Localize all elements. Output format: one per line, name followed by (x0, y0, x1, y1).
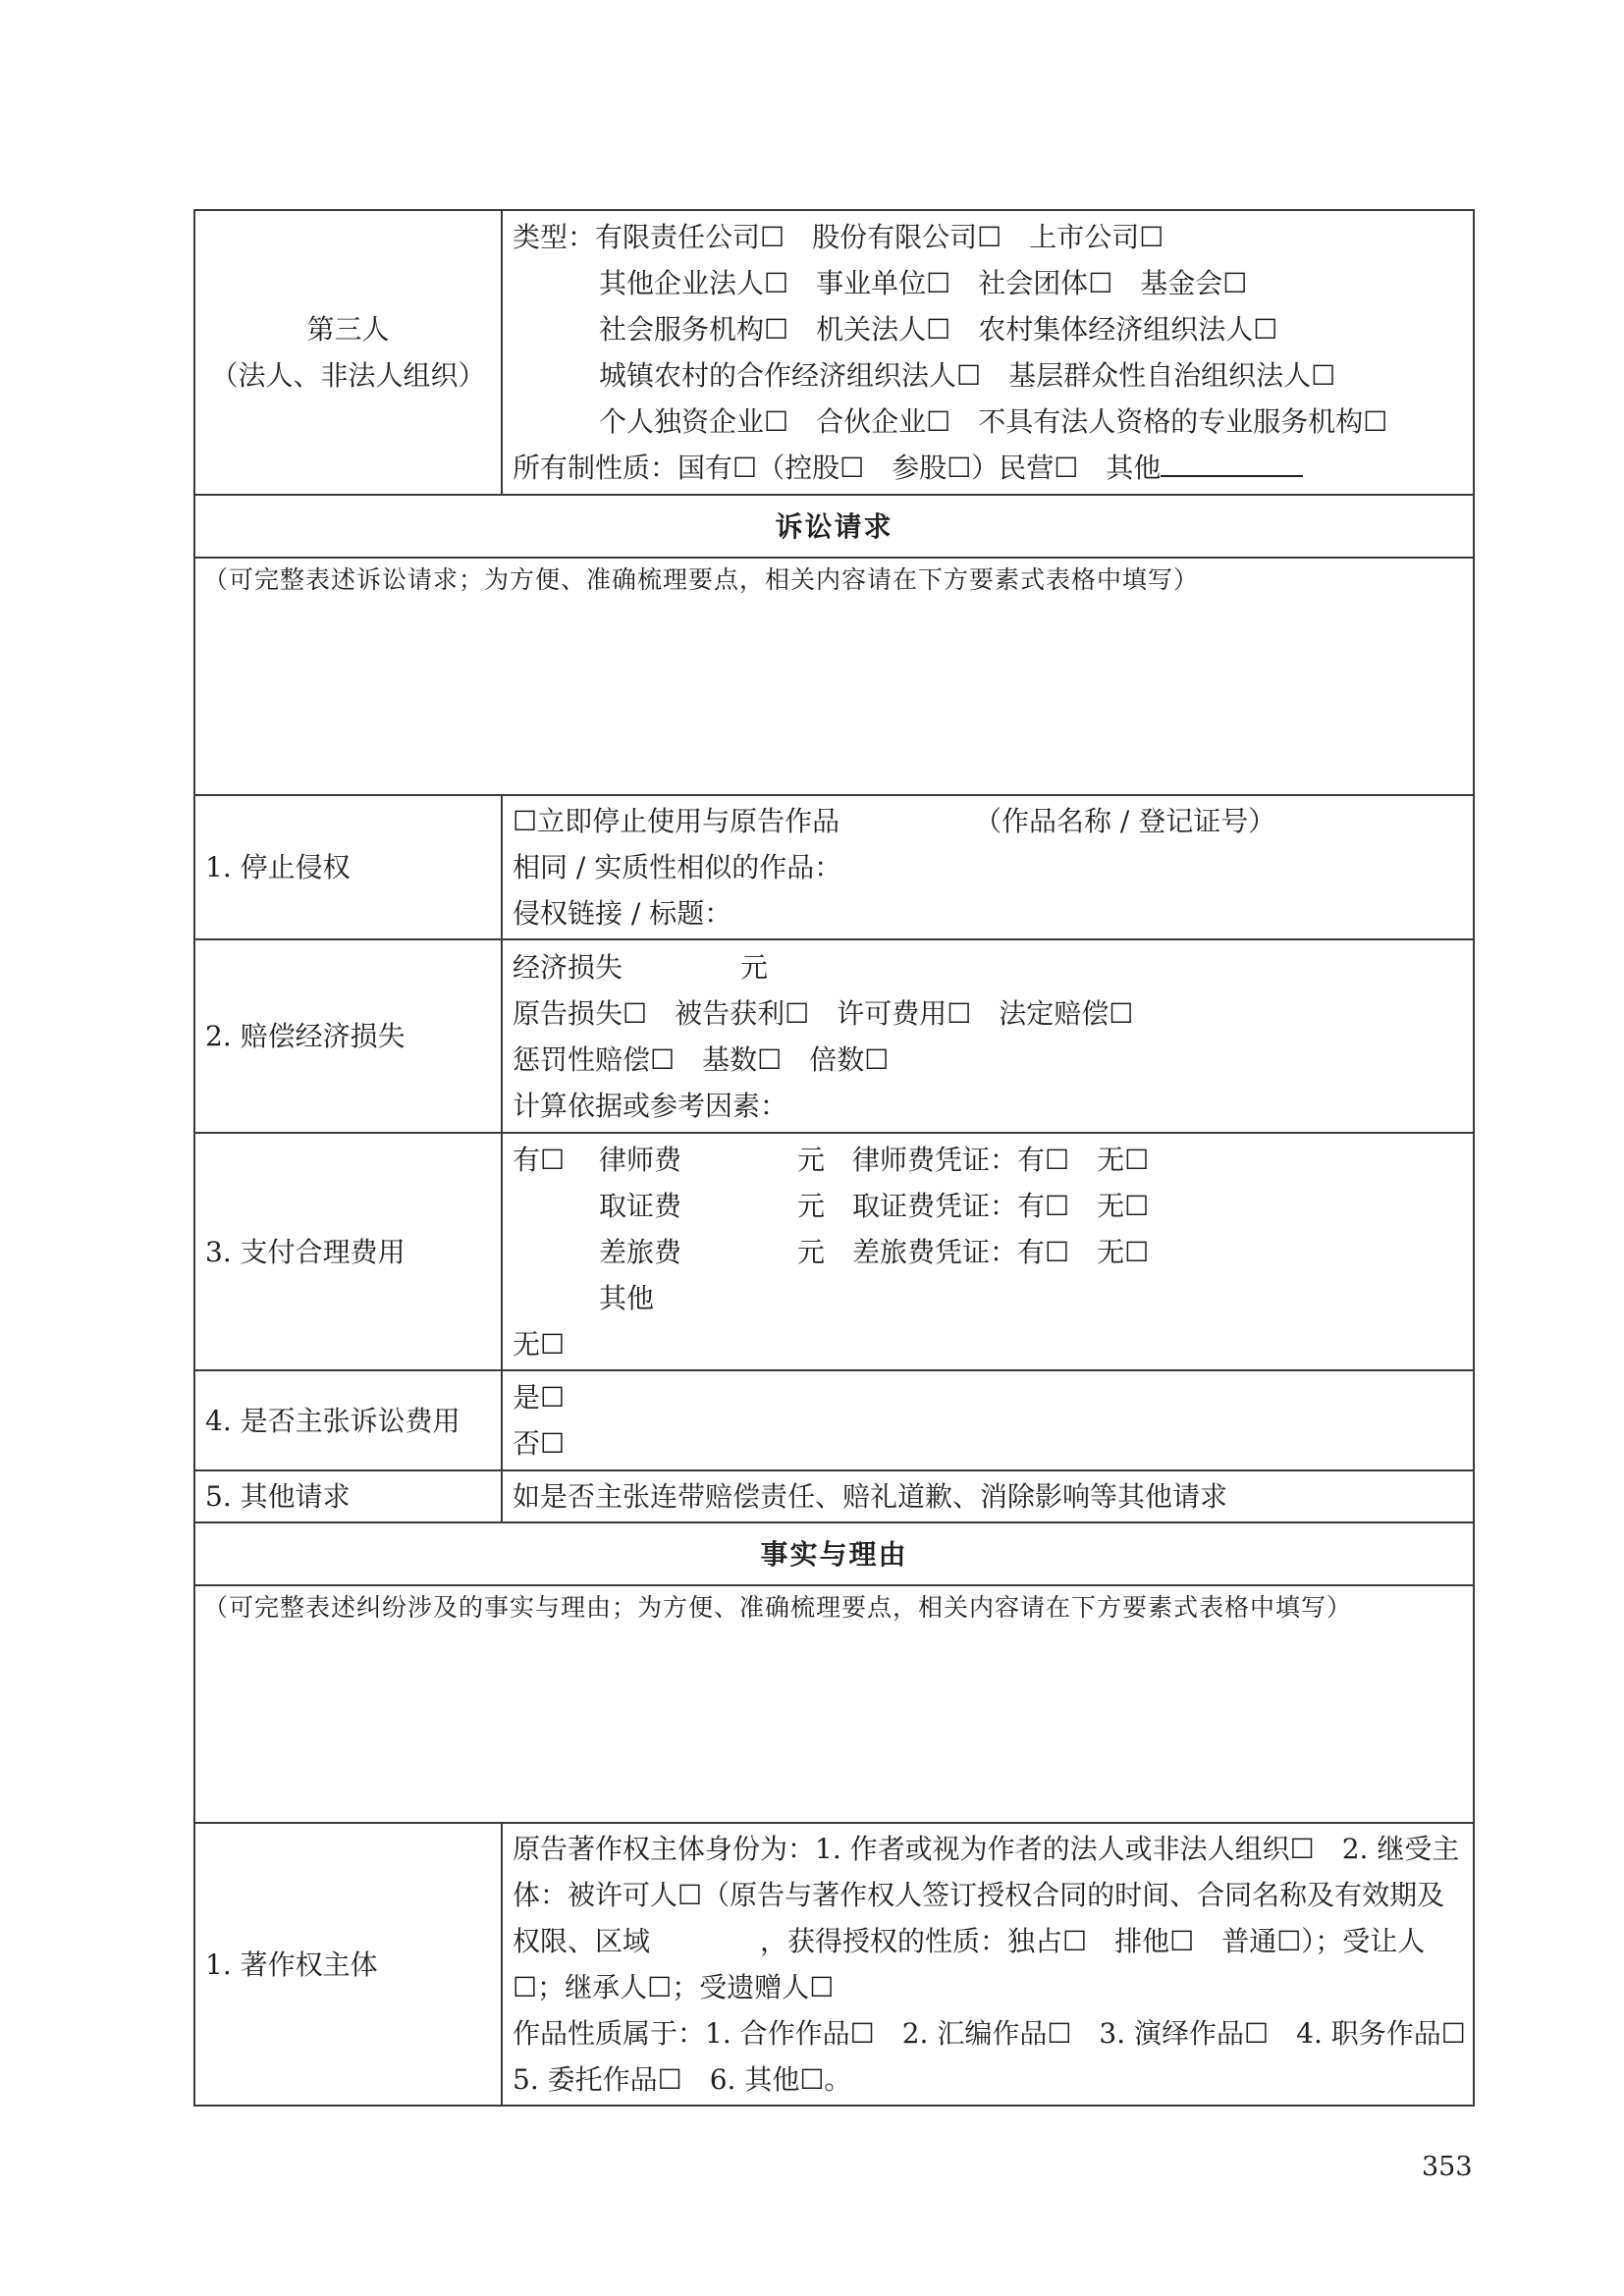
stop-infringement-cell (502, 795, 1474, 939)
facts-note-cell[interactable] (194, 1585, 1474, 1823)
facts-title: 事实与理由 (194, 1522, 1474, 1585)
other-requests-text: 如是否主张连带赔偿责任、赔礼道歉、消除影响等其他请求 (513, 1480, 1228, 1513)
litigation-fees-label: 4. 是否主张诉讼费用 (194, 1370, 502, 1470)
damages-line-2[interactable]: 原告损失☐ 被告获利☐ 许可费用☐ 法定赔偿☐ (513, 996, 1134, 1030)
damages-line-4: 计算依据或参考因素： (513, 1089, 788, 1122)
third-party-row (194, 210, 1474, 495)
lawyer-fee-label: 律师费 (599, 1143, 682, 1176)
third-party-type-cell (502, 210, 1474, 495)
third-party-label-cell (194, 210, 502, 495)
litigation-fees-yes[interactable]: 是☐ (513, 1381, 566, 1414)
type-line-2[interactable]: 其他企业法人☐ 事业单位☐ 社会团体☐ 基金会☐ (599, 267, 1248, 299)
copyright-subject-cell (502, 1823, 1493, 2106)
evidence-fee-label: 取证费 (599, 1189, 682, 1222)
damages-row (194, 939, 1474, 1133)
damages-line-3[interactable]: 惩罚性赔偿☐ 基数☐ 倍数☐ (513, 1042, 890, 1076)
other-requests-row (194, 1470, 1474, 1522)
expense-line-travel (513, 1229, 1473, 1275)
expense-line-evidence (513, 1183, 1473, 1229)
work-nature-text[interactable]: 作品性质属于：1. 合作作品☐ 2. 汇编作品☐ 3. 演绎作品☐ 4. 职务作品☐ 5. 委托作品☐ 6. 其他☐。 (513, 2017, 1493, 2096)
evidence-fee-unit: 元 (797, 1189, 826, 1222)
expenses-cell (502, 1133, 1474, 1370)
facts-note-row (194, 1585, 1474, 1823)
litigation-title-row (194, 495, 1474, 558)
litigation-note-cell[interactable] (194, 558, 1474, 795)
other-requests-label: 5. 其他请求 (194, 1470, 502, 1522)
economic-loss-label: 经济损失 (513, 950, 623, 984)
travel-fee-unit: 元 (797, 1235, 826, 1268)
travel-fee-label: 差旅费 (599, 1235, 682, 1268)
ownership-other-blank[interactable] (1161, 452, 1303, 477)
litigation-fees-no[interactable]: 否☐ (513, 1427, 566, 1460)
stop-line-1 (513, 798, 1473, 844)
litigation-title: 诉讼请求 (194, 495, 1474, 558)
lawyer-fee-proof[interactable]: 律师费凭证：有☐ 无☐ (852, 1143, 1150, 1176)
facts-note: （可完整表述纠纷涉及的事实与理由；为方便、准确梳理要点，相关内容请在下方要素式表格中填写） (203, 1593, 1353, 1622)
type-line-1[interactable]: 类型：有限责任公司☐ 股份有限公司☐ 上市公司☐ (513, 221, 1164, 253)
lawyer-fee-unit: 元 (797, 1143, 826, 1176)
expense-other: 其他 (599, 1281, 655, 1314)
damages-line-1 (513, 944, 1473, 990)
facts-title-row (194, 1522, 1474, 1585)
expenses-row (194, 1133, 1474, 1370)
stop-checkbox-text[interactable]: ☐立即停止使用与原告作品 (513, 805, 840, 837)
other-requests-cell[interactable] (502, 1470, 1474, 1522)
litigation-fees-cell (502, 1370, 1474, 1470)
litigation-fees-row (194, 1370, 1474, 1470)
page-number: 353 (1422, 2152, 1473, 2182)
stop-work-name-hint: （作品名称 / 登记证号） (974, 805, 1276, 837)
third-party-sublabel: （法人、非法人组织） (210, 359, 486, 392)
type-line-5[interactable]: 个人独资企业☐ 合伙企业☐ 不具有法人资格的专业服务机构☐ (599, 405, 1388, 438)
stop-line-2: 相同 / 实质性相似的作品： (513, 851, 842, 883)
copyright-subject-row (194, 1823, 1474, 2106)
economic-loss-unit: 元 (740, 950, 769, 984)
ownership-line (513, 445, 1473, 491)
expenses-has-checkbox[interactable]: 有☐ (513, 1143, 566, 1176)
ownership-text[interactable]: 所有制性质：国有☐（控股☐ 参股☐）民营☐ 其他 (513, 452, 1162, 484)
damages-label: 2. 赔偿经济损失 (194, 939, 502, 1133)
type-line-4[interactable]: 城镇农村的合作经济组织法人☐ 基层群众性自治组织法人☐ (599, 359, 1336, 392)
litigation-note: （可完整表述诉讼请求；为方便、准确梳理要点，相关内容请在下方要素式表格中填写） (203, 565, 1200, 594)
expenses-none-checkbox[interactable]: 无☐ (513, 1327, 566, 1361)
damages-cell (502, 939, 1474, 1133)
complaint-form-table (193, 209, 1493, 2107)
evidence-fee-proof[interactable]: 取证费凭证：有☐ 无☐ (852, 1189, 1150, 1222)
travel-fee-proof[interactable]: 差旅费凭证：有☐ 无☐ (852, 1235, 1150, 1268)
copyright-identity-text[interactable]: 原告著作权主体身份为：1. 作者或视为作者的法人或非法人组织☐ 2. 继受主体：被许可人☐（原告与著作权人签订授权合同的时间、合同名称及有效期及权限、区域 ，获得授权的性质：独占☐ 排他☐ 普通☐）；受让人☐；继承人☐；受遗赠人☐ (513, 1833, 1460, 2003)
type-line-3[interactable]: 社会服务机构☐ 机关法人☐ 农村集体经济组织法人☐ (599, 313, 1278, 346)
stop-line-3: 侵权链接 / 标题： (513, 897, 732, 930)
litigation-note-row (194, 558, 1474, 795)
third-party-label: 第三人 (306, 313, 390, 346)
expense-line-lawyer (513, 1137, 1473, 1183)
copyright-subject-label: 1. 著作权主体 (194, 1823, 502, 2106)
expenses-label: 3. 支付合理费用 (194, 1133, 502, 1370)
stop-infringement-row (194, 795, 1474, 939)
stop-infringement-label: 1. 停止侵权 (194, 795, 502, 939)
